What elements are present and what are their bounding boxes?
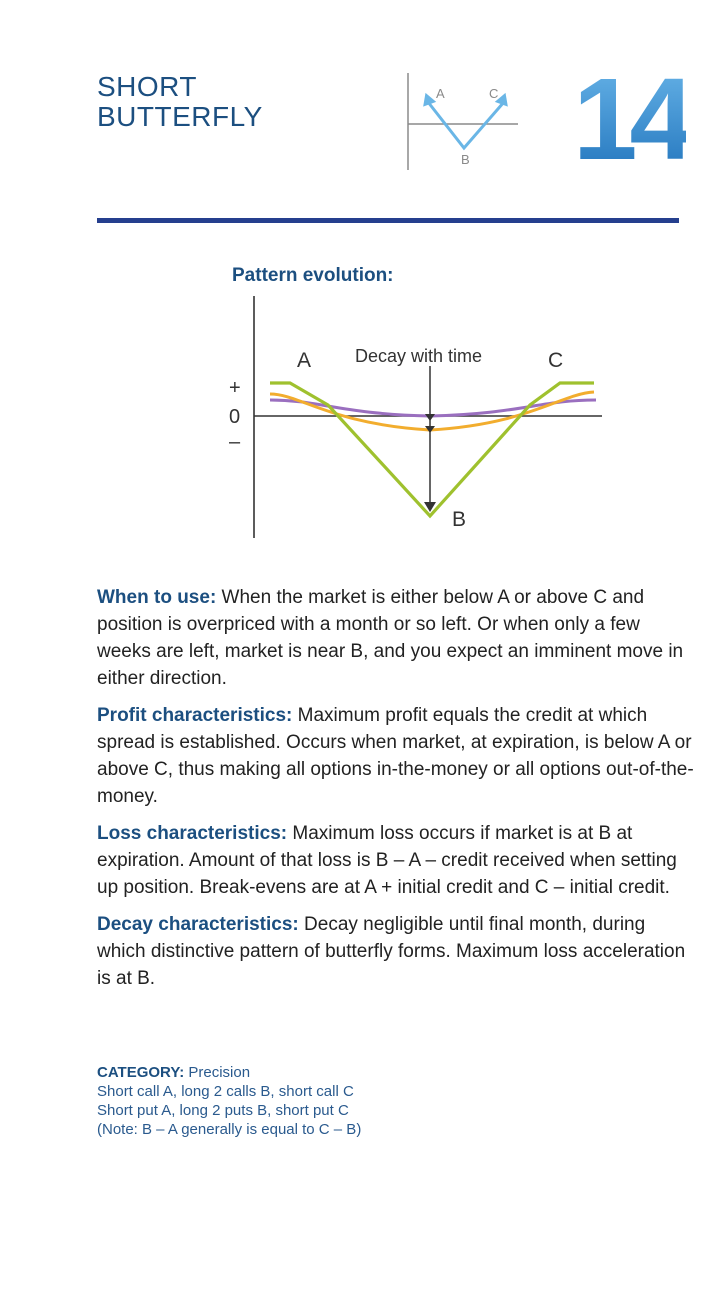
strategy-description <box>97 584 697 1002</box>
pattern-evolution-chart <box>0 290 728 550</box>
category-detail-line: Short call A, long 2 calls B, short call C <box>97 1083 354 1100</box>
title-line-1: SHORT <box>97 71 197 102</box>
mid-decay-curve <box>270 392 594 430</box>
when-to-use-label: When to use: <box>97 587 217 608</box>
decay-characteristics-paragraph <box>97 911 697 992</box>
loss-characteristics-paragraph <box>97 820 697 901</box>
page-title <box>97 72 263 132</box>
mini-payoff-diagram <box>400 68 530 178</box>
header-divider <box>97 218 679 223</box>
mini-label-a: A <box>436 86 445 101</box>
loss-characteristics-text: Maximum loss occurs if market is at B at expiration. Amount of that loss is B – A – credit received when setting up position. Break-evens are at A + initial credit and C – initial credit. <box>97 823 677 898</box>
when-to-use-paragraph <box>97 584 697 692</box>
title-line-2: BUTTERFLY <box>97 101 263 132</box>
axis-plus-label: + <box>229 377 241 399</box>
category-detail-line: (Note: B – A generally is equal to C – B) <box>97 1121 362 1138</box>
point-a-label: A <box>297 349 312 372</box>
profit-characteristics-paragraph <box>97 702 697 810</box>
decay-characteristics-label: Decay characteristics: <box>97 914 299 935</box>
category-value: Precision <box>184 1064 251 1081</box>
profit-characteristics-text: Maximum profit equals the credit at which spread is established. Occurs when market, at expiration, is below A or above C, thus making all options in-the-money or all options out-of-the-money. <box>97 705 694 807</box>
mini-label-c: C <box>489 86 499 101</box>
loss-characteristics-label: Loss characteristics: <box>97 823 288 844</box>
category-block <box>97 1063 697 1139</box>
decay-arrow-head-1-icon <box>425 414 435 421</box>
axis-zero-label: 0 <box>229 406 241 428</box>
mini-payoff-line <box>428 102 504 148</box>
decay-characteristics-text: Decay negligible until final month, during which distinctive pattern of butterfly forms. Maximum loss acceleration is at B. <box>97 914 686 989</box>
strategy-number: 14 <box>572 54 686 184</box>
when-to-use-text: When the market is either below A or above C and position is overpriced with a month or so left. Or when only a few weeks are left, market is near B, and you expect an imminent move in either direction. <box>97 587 684 689</box>
point-c-label: C <box>548 349 564 372</box>
pattern-evolution-title: Pattern evolution: <box>232 265 394 286</box>
profit-characteristics-label: Profit characteristics: <box>97 705 293 726</box>
axis-minus-label: – <box>229 431 241 453</box>
point-b-label: B <box>452 508 467 531</box>
category-detail-line: Short put A, long 2 puts B, short put C <box>97 1102 349 1119</box>
category-line <box>97 1063 697 1082</box>
category-label: CATEGORY: <box>97 1064 185 1081</box>
decay-with-time-label: Decay with time <box>355 346 483 366</box>
mini-label-b: B <box>461 152 470 167</box>
